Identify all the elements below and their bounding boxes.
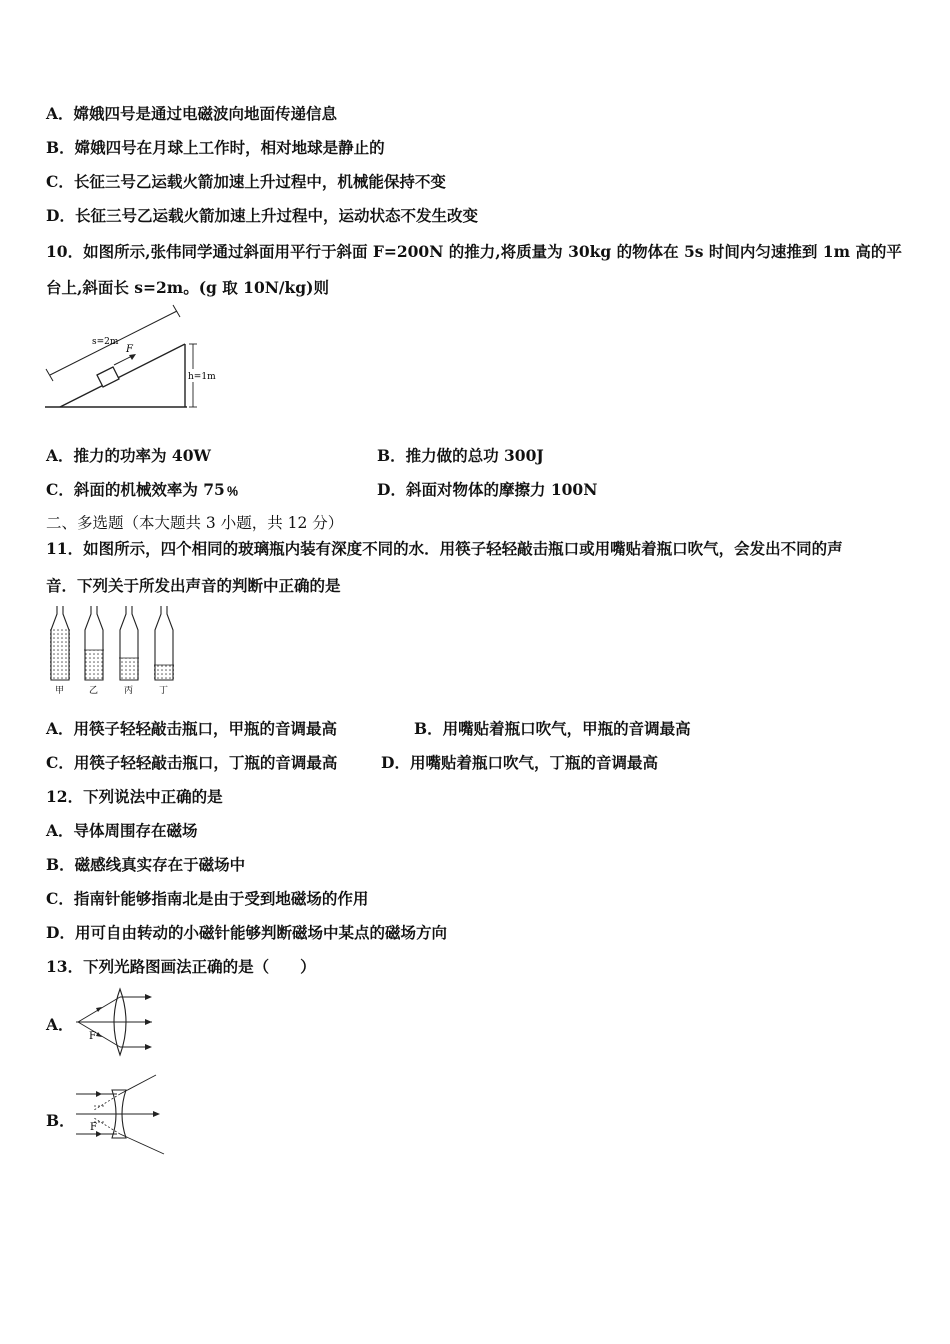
section-heading: 二、多选题（本大题共 3 小题，共 12 分） xyxy=(46,514,344,532)
q10-option-d: D．斜面对物体的摩擦力 100N xyxy=(377,480,598,499)
bottle-jia xyxy=(50,606,70,680)
q10-option-b: B．推力做的总功 300J xyxy=(377,446,544,465)
q9-option-c: C．长征三号乙运载火箭加速上升过程中，机械能保持不变 xyxy=(46,172,446,191)
q13-stem: 13．下列光路图画法正确的是（ ） xyxy=(46,957,316,976)
incline-slope-line xyxy=(60,344,185,407)
q13-option-b-label: B． xyxy=(46,1111,75,1130)
s-label: s=2m xyxy=(92,337,119,347)
bottle-label-ding: 丁 xyxy=(159,686,169,696)
convex-lens-figure xyxy=(72,985,162,1060)
incline-figure xyxy=(40,300,230,415)
force-label: F xyxy=(126,344,133,355)
focus-label-a: F xyxy=(89,1031,96,1042)
q12-option-c: C．指南针能够指南北是由于受到地磁场的作用 xyxy=(46,889,369,908)
q10-option-a: A．推力的功率为 40W xyxy=(46,446,211,465)
q9-option-b: B．嫦娥四号在月球上工作时，相对地球是静止的 xyxy=(46,138,385,157)
q9-option-d: D．长征三号乙运载火箭加速上升过程中，运动状态不发生改变 xyxy=(46,206,478,225)
block xyxy=(97,367,119,387)
q12-option-b: B．磁感线真实存在于磁场中 xyxy=(46,855,246,874)
q11-stem-line2: 音．下列关于所发出声音的判断中正确的是 xyxy=(46,576,341,595)
bottle-bing xyxy=(119,606,139,680)
h-label: h=1m xyxy=(188,372,216,382)
bottles-figure xyxy=(40,604,180,696)
q10-stem-line1: 10．如图所示,张伟同学通过斜面用平行于斜面 F=200N 的推力,将质量为 30kg 的物体在 5s 时间内匀速推到 1m 高的平 xyxy=(46,242,902,261)
q11-option-b: B．用嘴贴着瓶口吹气，甲瓶的音调最高 xyxy=(414,719,691,738)
q12-option-a: A．导体周围存在磁场 xyxy=(46,821,198,840)
q9-option-a: A．嫦娥四号是通过电磁波向地面传递信息 xyxy=(46,104,338,123)
q13-option-a-label: A． xyxy=(46,1015,74,1034)
bottle-label-yi: 乙 xyxy=(89,686,99,696)
bottle-label-bing: 丙 xyxy=(124,686,134,696)
focus-label-b: F xyxy=(90,1122,97,1133)
q11-option-d: D．用嘴贴着瓶口吹气，丁瓶的音调最高 xyxy=(381,753,658,772)
q11-option-a: A．用筷子轻轻敲击瓶口，甲瓶的音调最高 xyxy=(46,719,338,738)
bottle-yi xyxy=(84,606,104,680)
q11-stem-line1: 11．如图所示，四个相同的玻璃瓶内装有深度不同的水．用筷子轻轻敲击瓶口或用嘴贴着瓶口吹气，会发出不同的声 xyxy=(46,539,843,558)
bottle-label-jia: 甲 xyxy=(55,686,65,696)
q12-option-d: D．用可自由转动的小磁针能够判断磁场中某点的磁场方向 xyxy=(46,923,447,942)
concave-lens-figure xyxy=(72,1072,172,1157)
q12-stem: 12．下列说法中正确的是 xyxy=(46,787,223,806)
q10-stem-line2: 台上,斜面长 s=2m。(g 取 10N/kg)则 xyxy=(46,278,329,297)
q10-option-c: C．斜面的机械效率为 75﹪ xyxy=(46,480,241,499)
bottle-ding xyxy=(154,606,174,680)
q11-option-c: C．用筷子轻轻敲击瓶口，丁瓶的音调最高 xyxy=(46,753,338,772)
